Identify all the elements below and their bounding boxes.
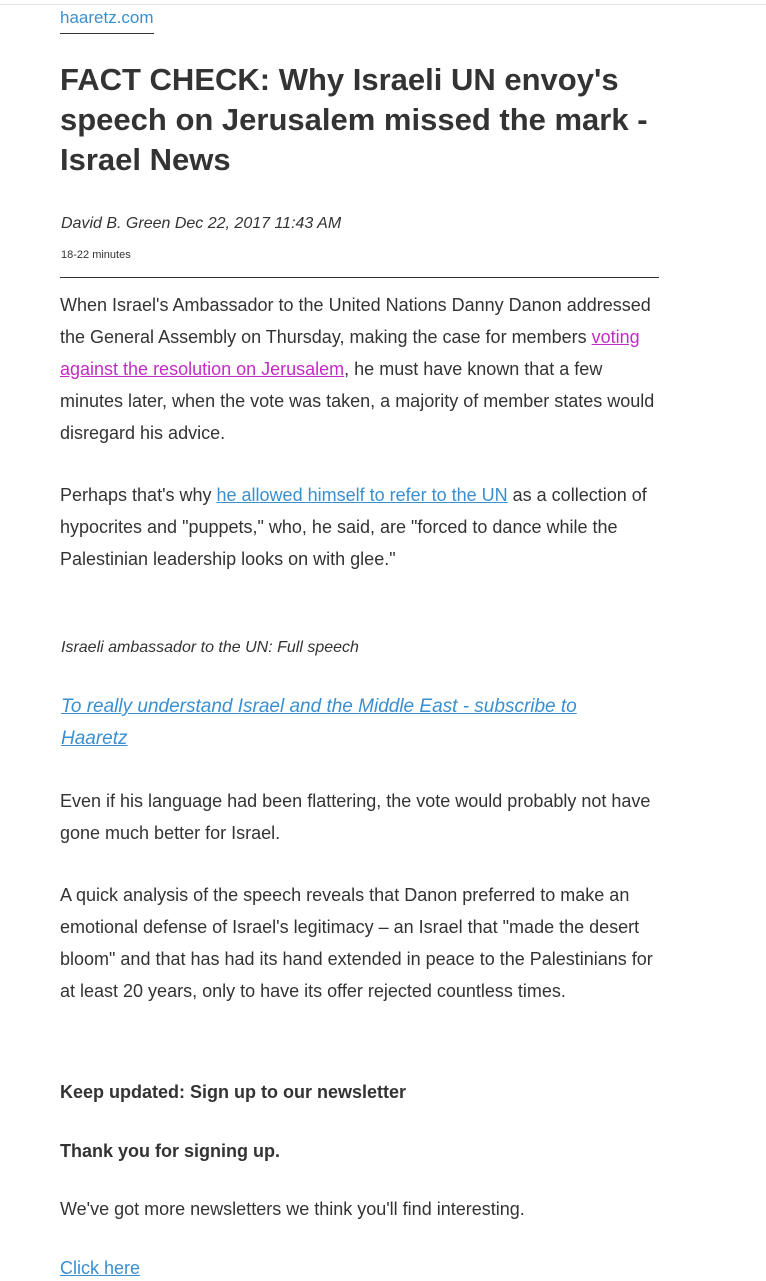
- site-link[interactable]: haaretz.com: [60, 7, 154, 34]
- page-title: FACT CHECK: Why Israeli UN envoy's speech on Jerusalem missed the mark - Israel News: [60, 62, 648, 177]
- header-divider: [60, 277, 659, 278]
- signup-confirmation: Thank you for signing up.: [60, 1141, 280, 1161]
- paragraph-1: [60, 289, 660, 449]
- un-reference-link[interactable]: he allowed himself to refer to the UN: [216, 485, 508, 505]
- more-newsletters-text: We've got more newsletters we think you'll find interesting.: [60, 1199, 525, 1219]
- paragraph-3: Even if his language had been flattering, the vote would probably not have gone much better for Israel.: [60, 791, 651, 843]
- paragraph-2-text-end: as a collection of hypocrites and "puppets," who, he said, are "forced to dance while the Palestinian leadership looks on with glee.": [60, 485, 647, 569]
- paragraph-2: [60, 479, 660, 575]
- top-border: [0, 4, 766, 5]
- paragraph-1-text-end: , he must have known that a few minutes later, when the vote was taken, a majority of member states would disregard his advice.: [60, 359, 655, 443]
- click-here-link[interactable]: Click here: [60, 1258, 141, 1278]
- subscribe-link[interactable]: To really understand Israel and the Middle East - subscribe to Haaretz: [61, 696, 577, 749]
- newsletter-heading: Keep updated: Sign up to our newsletter: [60, 1082, 407, 1102]
- video-caption: Israeli ambassador to the UN: Full speech: [61, 639, 359, 656]
- byline: David B. Green Dec 22, 2017 11:43 AM: [61, 215, 342, 232]
- paragraph-1-text-start: When Israel's Ambassador to the United Nations Danny Danon addressed the General Assembly on Thursday, making the case for members: [60, 295, 651, 347]
- read-time: 18-22 minutes: [61, 249, 131, 261]
- paragraph-2-text-start: Perhaps that's why: [60, 485, 217, 505]
- paragraph-4: A quick analysis of the speech reveals that Danon preferred to make an emotional defense of Israel's legitimacy – an Israel that "made the desert bloom" and that has had its hand extended in peace to the Palestinians for at least 20 years, only to have its offer rejected countless times.: [60, 885, 653, 1001]
- resolution-link[interactable]: voting against the resolution on Jerusalem: [60, 327, 640, 379]
